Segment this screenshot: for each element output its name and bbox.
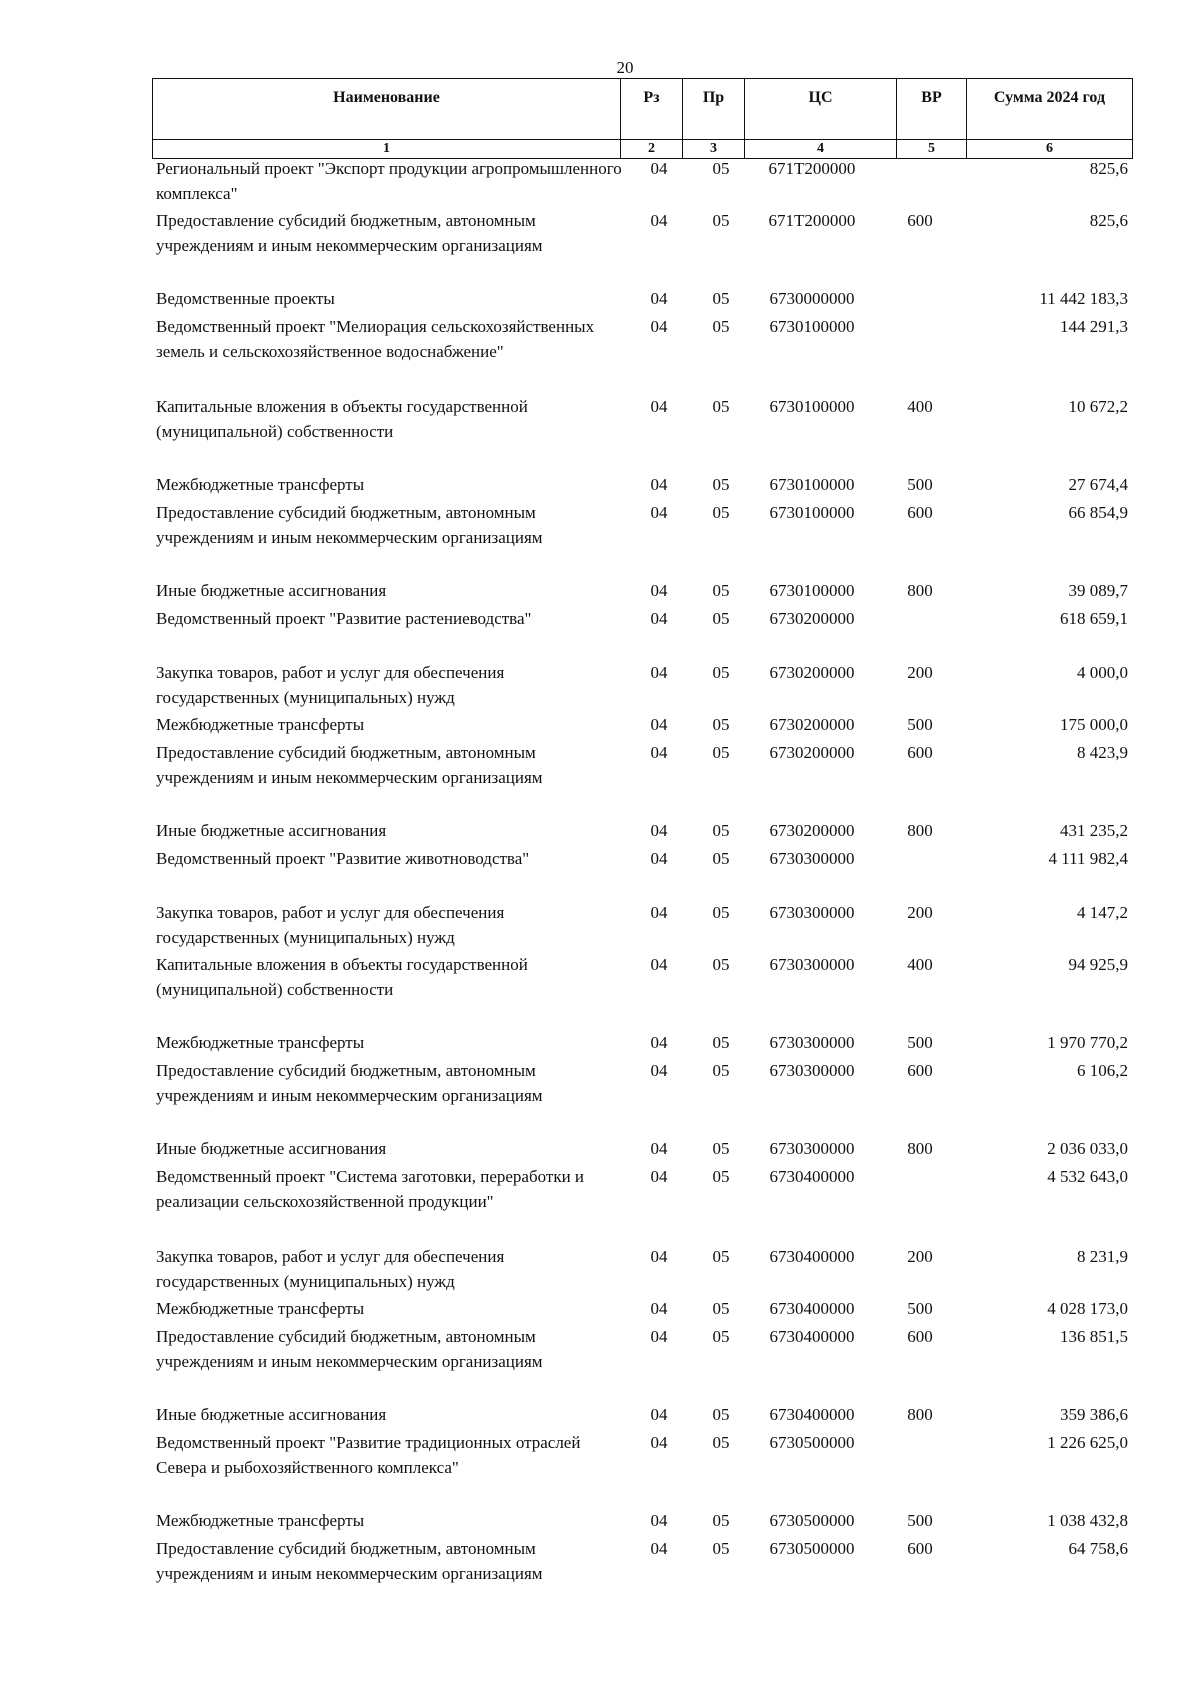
row-vr: 600 [907, 503, 933, 522]
row-name: Капитальные вложения в объекты государственной (муниципальной) собственности [156, 397, 528, 441]
row-cs: 6730400000 [769, 1405, 855, 1424]
row-rz: 04 [650, 743, 668, 762]
row-cs: 6730300000 [769, 1139, 855, 1158]
row-pr: 05 [712, 715, 730, 734]
table-row [152, 1030, 1132, 1058]
row-sum: 1 970 770,2 [1047, 1033, 1128, 1052]
column-number-6: 6 [967, 140, 1133, 159]
row-pr: 05 [712, 475, 730, 494]
row-rz: 04 [650, 849, 668, 868]
row-rz: 04 [650, 1033, 668, 1052]
row-name: Иные бюджетные ассигнования [156, 1139, 387, 1158]
row-sum: 1 038 432,8 [1047, 1511, 1128, 1530]
row-name: Закупка товаров, работ и услуг для обеспечения государственных (муниципальных) нужд [156, 903, 505, 947]
row-sum: 8 231,9 [1077, 1247, 1128, 1266]
row-cs: 6730300000 [769, 849, 855, 868]
row-rz: 04 [650, 1327, 668, 1346]
row-sum: 4 532 643,0 [1047, 1167, 1128, 1186]
row-rz: 04 [650, 1167, 668, 1186]
row-name: Закупка товаров, работ и услуг для обеспечения государственных (муниципальных) нужд [156, 1247, 505, 1291]
row-cs: 6730400000 [769, 1299, 855, 1318]
row-sum: 6 106,2 [1077, 1061, 1128, 1080]
row-pr: 05 [712, 1327, 730, 1346]
column-header-vr: ВР [897, 79, 967, 140]
row-rz: 04 [650, 503, 668, 522]
row-rz: 04 [650, 1511, 668, 1530]
column-header-pr: Пр [683, 79, 745, 140]
row-vr: 200 [907, 663, 933, 682]
row-sum: 27 674,4 [1068, 475, 1128, 494]
row-sum: 4 028 173,0 [1047, 1299, 1128, 1318]
row-sum: 1 226 625,0 [1047, 1433, 1128, 1452]
row-cs: 6730200000 [769, 743, 855, 762]
row-rz: 04 [650, 1247, 668, 1266]
row-rz: 04 [650, 1433, 668, 1452]
row-rz: 04 [650, 211, 668, 230]
row-pr: 05 [712, 1167, 730, 1186]
row-vr: 500 [907, 1299, 933, 1318]
row-vr: 800 [907, 581, 933, 600]
row-vr: 500 [907, 715, 933, 734]
table-row [152, 472, 1132, 500]
row-pr: 05 [712, 397, 730, 416]
column-number-5: 5 [897, 140, 967, 159]
row-name: Иные бюджетные ассигнования [156, 1405, 387, 1424]
row-sum: 4 147,2 [1077, 903, 1128, 922]
row-name: Закупка товаров, работ и услуг для обеспечения государственных (муниципальных) нужд [156, 663, 505, 707]
row-name: Предоставление субсидий бюджетным, автономным учреждениям и иным некоммерческим организациям [156, 503, 543, 547]
row-sum: 431 235,2 [1060, 821, 1128, 840]
table-row [152, 578, 1132, 606]
row-name: Иные бюджетные ассигнования [156, 581, 387, 600]
row-cs: 6730100000 [769, 581, 855, 600]
table-header [152, 78, 1133, 159]
row-name: Ведомственный проект "Система заготовки, переработки и реализации сельскохозяйственной продукции" [156, 1167, 585, 1211]
table-row [152, 1058, 1132, 1136]
row-cs: 6730300000 [769, 955, 855, 974]
page-number: 20 [616, 58, 634, 77]
row-rz: 04 [650, 317, 668, 336]
row-name: Ведомственный проект "Развитие традиционных отраслей Севера и рыбохозяйственного комплекса" [156, 1433, 581, 1477]
row-vr: 600 [907, 211, 933, 230]
row-rz: 04 [650, 1405, 668, 1424]
row-rz: 04 [650, 903, 668, 922]
row-cs: 6730500000 [769, 1433, 855, 1452]
table-row [152, 712, 1132, 740]
row-vr: 800 [907, 1405, 933, 1424]
column-header-cs: ЦС [745, 79, 897, 140]
row-cs: 6730200000 [769, 609, 855, 628]
row-rz: 04 [650, 475, 668, 494]
table-row [152, 606, 1132, 660]
column-number-3: 3 [683, 140, 745, 159]
table-row [152, 394, 1132, 472]
row-sum: 175 000,0 [1060, 715, 1128, 734]
row-vr: 200 [907, 1247, 933, 1266]
row-name: Предоставление субсидий бюджетным, автономным учреждениям и иным некоммерческим организациям [156, 1327, 543, 1371]
table-row [152, 740, 1132, 818]
row-pr: 05 [712, 211, 730, 230]
row-sum: 4 111 982,4 [1048, 849, 1128, 868]
table-row [152, 1324, 1132, 1402]
row-sum: 8 423,9 [1077, 743, 1128, 762]
row-rz: 04 [650, 1539, 668, 1558]
row-name: Ведомственный проект "Развитие растениеводства" [156, 609, 532, 628]
row-pr: 05 [712, 289, 730, 308]
table-row [152, 1536, 1132, 1590]
row-sum: 359 386,6 [1060, 1405, 1128, 1424]
row-pr: 05 [712, 317, 730, 336]
row-cs: 6730300000 [769, 903, 855, 922]
table-row [152, 818, 1132, 846]
row-cs: 671T200000 [768, 159, 856, 178]
table-row [152, 660, 1132, 712]
row-cs: 6730200000 [769, 821, 855, 840]
row-pr: 05 [712, 743, 730, 762]
row-vr: 800 [907, 1139, 933, 1158]
row-vr: 500 [907, 1033, 933, 1052]
row-rz: 04 [650, 397, 668, 416]
row-name: Ведомственный проект "Мелиорация сельскохозяйственных земель и сельскохозяйственное водоснабжение" [156, 317, 595, 361]
table-row [152, 1402, 1132, 1430]
row-cs: 6730400000 [769, 1327, 855, 1346]
row-pr: 05 [712, 1539, 730, 1558]
table-row [152, 156, 1132, 208]
row-name: Межбюджетные трансферты [156, 1033, 365, 1052]
row-vr: 600 [907, 743, 933, 762]
row-sum: 10 672,2 [1068, 397, 1128, 416]
row-name: Предоставление субсидий бюджетным, автономным учреждениям и иным некоммерческим организациям [156, 1539, 543, 1583]
row-name: Предоставление субсидий бюджетным, автономным учреждениям и иным некоммерческим организациям [156, 211, 543, 255]
row-vr: 500 [907, 1511, 933, 1530]
row-pr: 05 [712, 581, 730, 600]
row-cs: 6730300000 [769, 1061, 855, 1080]
row-sum: 11 442 183,3 [1039, 289, 1128, 308]
row-rz: 04 [650, 1139, 668, 1158]
row-pr: 05 [712, 821, 730, 840]
row-cs: 6730300000 [769, 1033, 855, 1052]
row-sum: 618 659,1 [1060, 609, 1128, 628]
row-cs: 6730100000 [769, 503, 855, 522]
table-row [152, 1430, 1132, 1508]
row-name: Межбюджетные трансферты [156, 1511, 365, 1530]
row-pr: 05 [712, 1139, 730, 1158]
row-vr: 400 [907, 397, 933, 416]
row-cs: 6730400000 [769, 1167, 855, 1186]
row-sum: 136 851,5 [1060, 1327, 1128, 1346]
row-sum: 144 291,3 [1060, 317, 1128, 336]
row-sum: 39 089,7 [1068, 581, 1128, 600]
row-cs: 6730100000 [769, 397, 855, 416]
row-pr: 05 [712, 1247, 730, 1266]
table-row [152, 208, 1132, 286]
row-sum: 825,6 [1089, 211, 1128, 230]
row-rz: 04 [650, 609, 668, 628]
row-rz: 04 [650, 715, 668, 734]
column-number-1: 1 [153, 140, 621, 159]
row-pr: 05 [712, 1033, 730, 1052]
row-rz: 04 [650, 289, 668, 308]
row-name: Иные бюджетные ассигнования [156, 821, 387, 840]
table-row [152, 1164, 1132, 1244]
table-row [152, 900, 1132, 952]
column-header-rz: Рз [621, 79, 683, 140]
row-vr: 600 [907, 1061, 933, 1080]
row-cs: 6730500000 [769, 1511, 855, 1530]
table-row [152, 1244, 1132, 1296]
row-vr: 800 [907, 821, 933, 840]
row-cs: 6730200000 [769, 715, 855, 734]
row-sum: 64 758,6 [1068, 1539, 1128, 1558]
row-sum: 66 854,9 [1068, 503, 1128, 522]
row-rz: 04 [650, 955, 668, 974]
column-header-sum: Сумма 2024 год [967, 79, 1133, 140]
row-pr: 05 [712, 1511, 730, 1530]
table-row [152, 1296, 1132, 1324]
row-name: Межбюджетные трансферты [156, 715, 365, 734]
table-row [152, 500, 1132, 578]
row-rz: 04 [650, 1061, 668, 1080]
table-row [152, 1508, 1132, 1536]
row-pr: 05 [712, 1433, 730, 1452]
row-pr: 05 [712, 609, 730, 628]
row-rz: 04 [650, 159, 668, 178]
table-row [152, 846, 1132, 900]
row-cs: 6730400000 [769, 1247, 855, 1266]
table-row [152, 952, 1132, 1030]
table-row [152, 1136, 1132, 1164]
row-name: Межбюджетные трансферты [156, 475, 365, 494]
row-cs: 6730200000 [769, 663, 855, 682]
row-vr: 600 [907, 1539, 933, 1558]
row-cs: 6730000000 [769, 289, 855, 308]
row-pr: 05 [712, 849, 730, 868]
column-number-4: 4 [745, 140, 897, 159]
table-body [152, 156, 1132, 1590]
row-rz: 04 [650, 581, 668, 600]
table-row [152, 314, 1132, 394]
row-name: Капитальные вложения в объекты государственной (муниципальной) собственности [156, 955, 528, 999]
row-cs: 6730100000 [769, 317, 855, 336]
row-cs: 671T200000 [768, 211, 856, 230]
row-sum: 4 000,0 [1077, 663, 1128, 682]
row-pr: 05 [712, 1405, 730, 1424]
row-name: Региональный проект "Экспорт продукции агропромышленного комплекса" [156, 159, 622, 203]
row-name: Межбюджетные трансферты [156, 1299, 365, 1318]
row-pr: 05 [712, 955, 730, 974]
row-pr: 05 [712, 663, 730, 682]
row-name: Ведомственный проект "Развитие животноводства" [156, 849, 530, 868]
row-name: Предоставление субсидий бюджетным, автономным учреждениям и иным некоммерческим организациям [156, 743, 543, 787]
row-sum: 2 036 033,0 [1047, 1139, 1128, 1158]
row-vr: 600 [907, 1327, 933, 1346]
row-rz: 04 [650, 1299, 668, 1318]
row-pr: 05 [712, 503, 730, 522]
row-cs: 6730100000 [769, 475, 855, 494]
row-pr: 05 [712, 903, 730, 922]
row-sum: 94 925,9 [1068, 955, 1128, 974]
row-name: Ведомственные проекты [156, 289, 335, 308]
table-row [152, 286, 1132, 314]
row-vr: 200 [907, 903, 933, 922]
column-header-name: Наименование [153, 79, 621, 140]
row-pr: 05 [712, 1061, 730, 1080]
row-name: Предоставление субсидий бюджетным, автономным учреждениям и иным некоммерческим организациям [156, 1061, 543, 1105]
row-cs: 6730500000 [769, 1539, 855, 1558]
row-vr: 500 [907, 475, 933, 494]
row-sum: 825,6 [1089, 159, 1128, 178]
column-number-2: 2 [621, 140, 683, 159]
row-rz: 04 [650, 821, 668, 840]
row-pr: 05 [712, 1299, 730, 1318]
row-rz: 04 [650, 663, 668, 682]
row-vr: 400 [907, 955, 933, 974]
row-pr: 05 [712, 159, 730, 178]
